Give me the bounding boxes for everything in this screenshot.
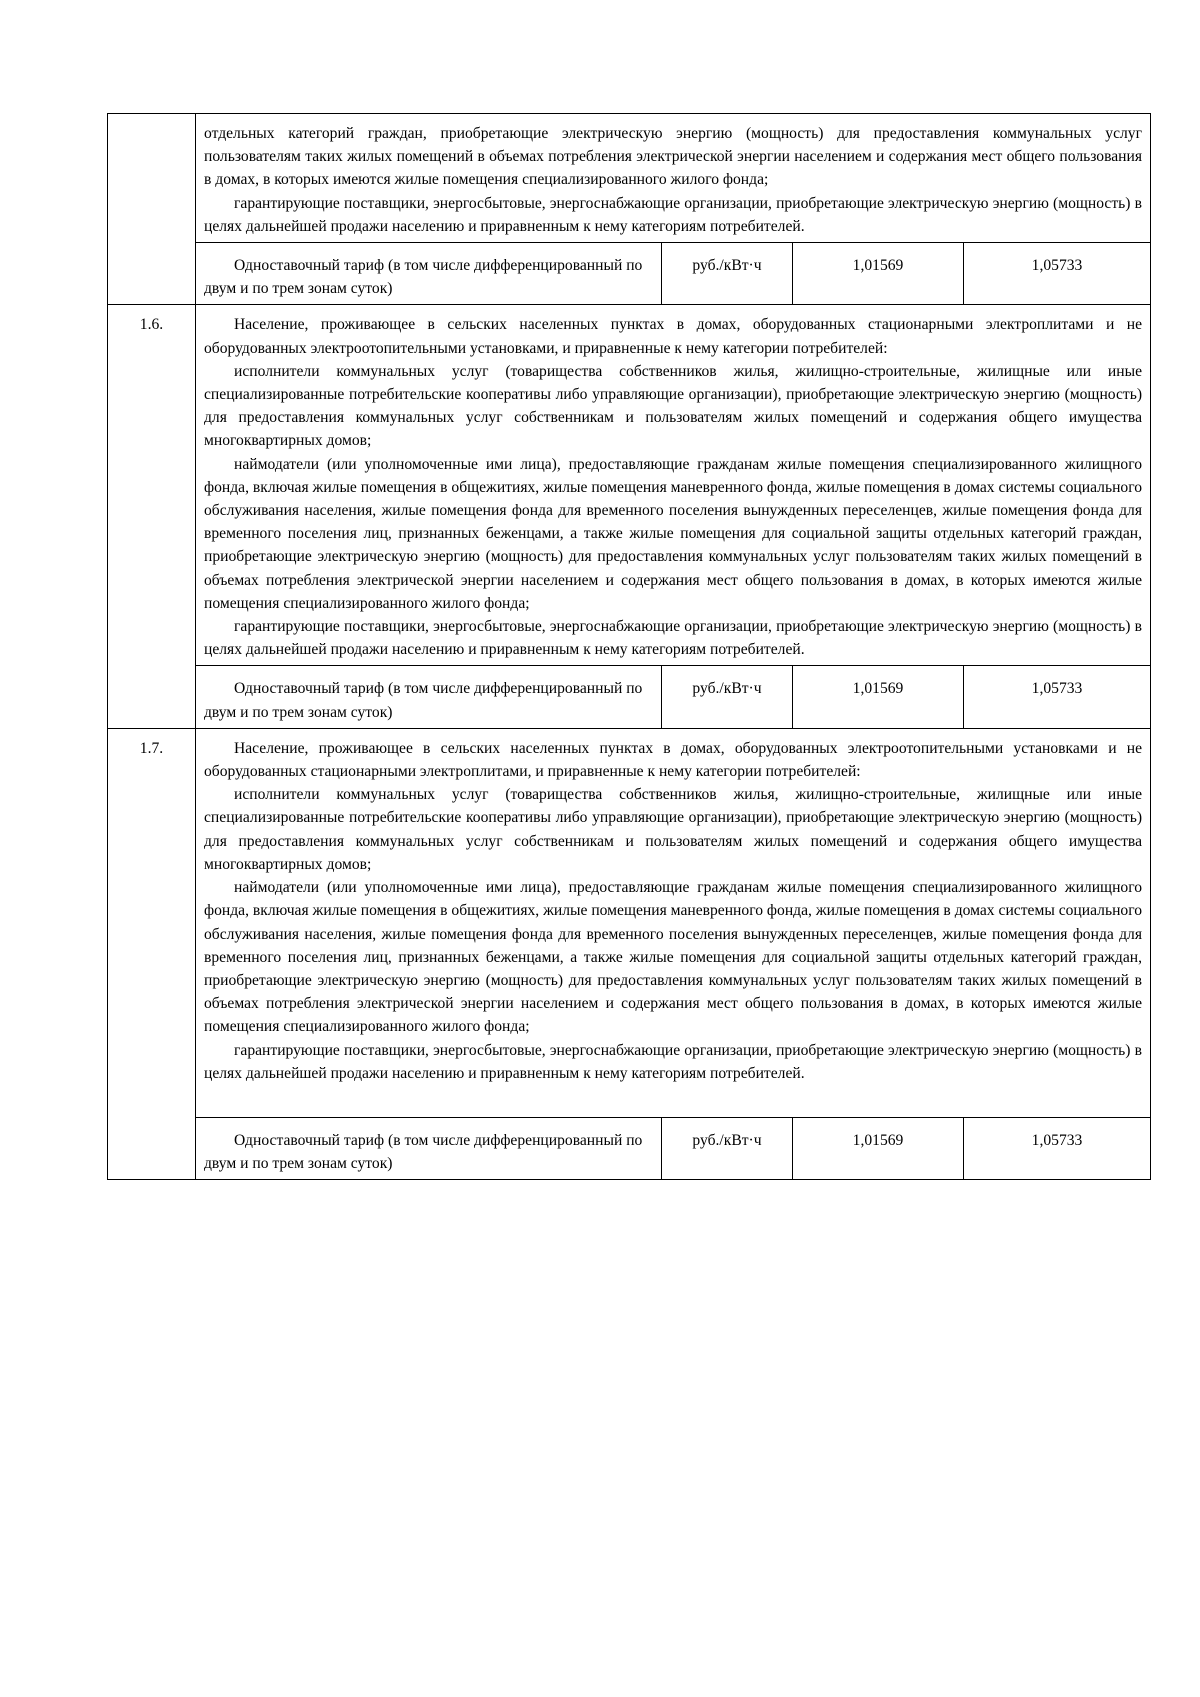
description-paragraph: наймодатели (или уполномоченные ими лица), предоставляющие гражданам жилые помещения специализированного жилищного фонда, включая жилые помещения в общежитиях, жилые помещения маневренного фонда, жилые помещения в домах системы социального обслуживания населения, жилые помещения фонда для временного поселения вынужденных переселенцев, жилые помещения фонда для временного поселения лиц, признанных беженцами, а также жилые помещения для социальной защиты отдельных категорий граждан, приобретающие электрическую энергию (мощность) для предоставления коммунальных услуг пользователям таких жилых помещений в объемах потребления электрической энергии населением и содержания мест общего пользования в домах, в которых имеются жилые помещения специализированного жилого фонда;: [204, 879, 1143, 1036]
tariff-unit: руб./кВт·ч: [662, 666, 793, 728]
tariff-unit: руб./кВт·ч: [662, 243, 793, 305]
description-paragraph: Население, проживающее в сельских населенных пунктах в домах, оборудованных электроотопительными установками и не оборудованных стационарными электроплитами, и приравненные к нему категории потребителей:: [204, 739, 1143, 781]
tariff-value-first-half: 1,01569: [793, 666, 964, 728]
blank-space: [204, 1085, 1142, 1113]
description-paragraph: гарантирующие поставщики, энергосбытовые, энергоснабжающие организации, приобретающие электрическую энергию (мощность) в целях дальнейшей продажи населению и приравненным к нему категориям потребителей.: [204, 194, 1143, 235]
tariff-row: [108, 1117, 1151, 1179]
tariff-name-cell: [196, 1117, 662, 1179]
tariff-value-second-half: 1,05733: [964, 666, 1151, 728]
description-paragraph: отдельных категорий граждан, приобретающие электрическую энергию (мощность) для предоставления коммунальных услуг пользователям таких жилых помещений в объемах потребления электрической энергии населением и содержания мест общего пользования в домах, в которых имеются жилые помещения специализированного жилого фонда;: [204, 125, 1143, 189]
tariff-name: Одноставочный тариф (в том числе дифференцированный по двум и по трем зонам суток): [204, 1131, 643, 1173]
tariff-value-first-half: 1,01569: [793, 243, 964, 305]
table-row-continuation: [108, 114, 1151, 243]
tariff-value-first-half: 1,01569: [793, 1117, 964, 1179]
tariff-value-second-half: 1,05733: [964, 243, 1151, 305]
description-paragraph: Население, проживающее в сельских населенных пунктах в домах, оборудованных стационарными электроплитами и не оборудованных электроотопительными установками, и приравненные к нему категории потребителей:: [204, 316, 1143, 357]
description-paragraph: наймодатели (или уполномоченные ими лица), предоставляющие гражданам жилые помещения специализированного жилищного фонда, включая жилые помещения в общежитиях, жилые помещения маневренного фонда, жилые помещения в домах системы социального обслуживания населения, жилые помещения фонда для временного поселения вынужденных переселенцев, жилые помещения фонда для временного поселения лиц, признанных беженцами, а также жилые помещения для социальной защиты отдельных категорий граждан, приобретающие электрическую энергию (мощность) для предоставления коммунальных услуг пользователям таких жилых помещений в объемах потребления электрической энергии населением и содержания мест общего пользования в домах, в которых имеются жилые помещения специализированного жилого фонда;: [204, 455, 1143, 612]
category-description: [196, 305, 1151, 666]
tariff-table: [107, 113, 1151, 1180]
category-description: [196, 728, 1151, 1117]
tariff-name-cell: [196, 666, 662, 728]
row-number: 1.6.: [108, 305, 196, 728]
table-row-1-6: [108, 305, 1151, 666]
tariff-unit: руб./кВт·ч: [662, 1117, 793, 1179]
tariff-row: [108, 243, 1151, 305]
table-row-1-7: [108, 728, 1151, 1117]
description-paragraph: исполнители коммунальных услуг (товарищества собственников жилья, жилищно-строительные, жилищные или иные специализированные потребительские кооперативы либо управляющие организации), приобретающие электрическую энергию (мощность) для предоставления коммунальных услуг собственникам и пользователям жилых помещений и содержания общего имущества многоквартирных домов;: [204, 786, 1143, 873]
category-description: [196, 114, 1151, 243]
description-paragraph: гарантирующие поставщики, энергосбытовые, энергоснабжающие организации, приобретающие электрическую энергию (мощность) в целях дальнейшей продажи населению и приравненным к нему категориям потребителей.: [204, 1041, 1143, 1082]
description-paragraph: исполнители коммунальных услуг (товарищества собственников жилья, жилищно-строительные, жилищные или иные специализированные потребительские кооперативы либо управляющие организации), приобретающие электрическую энергию (мощность) для предоставления коммунальных услуг собственникам и пользователям жилых помещений и содержания общего имущества многоквартирных домов;: [204, 362, 1143, 450]
tariff-value-second-half: 1,05733: [964, 1117, 1151, 1179]
row-number-cell: [108, 114, 196, 305]
tariff-name: Одноставочный тариф (в том числе дифференцированный по двум и по трем зонам суток): [204, 680, 643, 721]
tariff-name-cell: [196, 243, 662, 305]
row-number: 1.7.: [108, 728, 196, 1179]
description-paragraph: гарантирующие поставщики, энергосбытовые, энергоснабжающие организации, приобретающие электрическую энергию (мощность) в целях дальнейшей продажи населению и приравненным к нему категориям потребителей.: [204, 618, 1143, 659]
tariff-row: [108, 666, 1151, 728]
tariff-name: Одноставочный тариф (в том числе дифференцированный по двум и по трем зонам суток): [204, 257, 643, 298]
